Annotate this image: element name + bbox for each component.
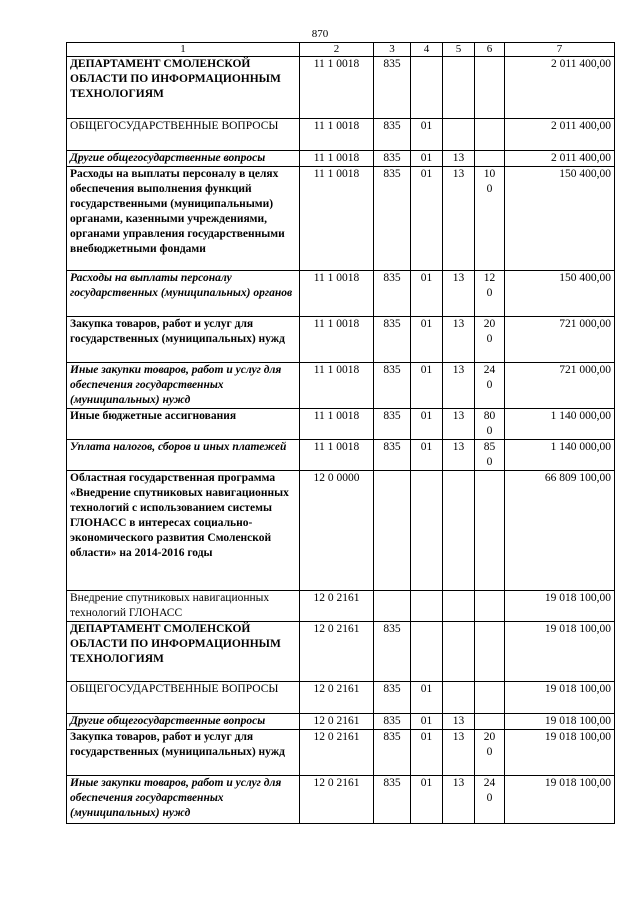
row-name: Расходы на выплаты персоналу в целях обеспечения выполнения функций государственными (муниципальными) органами, казенными учреждениями, органами управления государственными внебюджетными фондами: [67, 167, 300, 271]
table-row: [67, 622, 615, 682]
subsection-code: 13: [443, 409, 475, 440]
row-name: ДЕПАРТАМЕНТ СМОЛЕНСКОЙ ОБЛАСТИ ПО ИНФОРМАЦИОННЫМ ТЕХНОЛОГИЯМ: [67, 57, 300, 119]
section-code: [411, 57, 443, 119]
ministry-code: 835: [374, 622, 411, 682]
column-header: 1: [67, 43, 300, 57]
section-code: 01: [411, 363, 443, 409]
table-row: [67, 776, 615, 824]
row-name: Внедрение спутниковых навигационных технологий ГЛОНАСС: [67, 591, 300, 622]
ministry-code: 835: [374, 409, 411, 440]
section-code: 01: [411, 440, 443, 471]
subsection-code: 13: [443, 271, 475, 317]
amount: 2 011 400,00: [505, 57, 615, 119]
expense-type-code: [475, 714, 505, 730]
amount: 19 018 100,00: [505, 682, 615, 714]
expense-type-code: [475, 119, 505, 151]
subsection-code: 13: [443, 167, 475, 271]
target-article-code: 11 1 0018: [300, 363, 374, 409]
section-code: 01: [411, 776, 443, 824]
subsection-code: [443, 471, 475, 591]
subsection-code: 13: [443, 730, 475, 776]
section-code: 01: [411, 730, 443, 776]
subsection-code: [443, 591, 475, 622]
section-code: 01: [411, 317, 443, 363]
row-name: ОБЩЕГОСУДАРСТВЕННЫЕ ВОПРОСЫ: [67, 682, 300, 714]
row-name: Иные закупки товаров, работ и услуг для обеспечения государственных (муниципальных) нужд: [67, 363, 300, 409]
table-row: [67, 271, 615, 317]
column-header: 3: [374, 43, 411, 57]
subsection-code: 13: [443, 363, 475, 409]
ministry-code: 835: [374, 682, 411, 714]
row-name: Иные бюджетные ассигнования: [67, 409, 300, 440]
table-row: [67, 682, 615, 714]
table-row: [67, 317, 615, 363]
subsection-code: [443, 57, 475, 119]
section-code: 01: [411, 167, 443, 271]
amount: 66 809 100,00: [505, 471, 615, 591]
ministry-code: 835: [374, 440, 411, 471]
expense-type-code: 200: [475, 730, 505, 776]
ministry-code: 835: [374, 151, 411, 167]
amount: 150 400,00: [505, 271, 615, 317]
ministry-code: 835: [374, 167, 411, 271]
section-code: [411, 471, 443, 591]
row-name: Расходы на выплаты персоналу государственных (муниципальных) органов: [67, 271, 300, 317]
table-row: [67, 730, 615, 776]
target-article-code: 12 0 0000: [300, 471, 374, 591]
amount: 19 018 100,00: [505, 591, 615, 622]
section-code: 01: [411, 271, 443, 317]
amount: 1 140 000,00: [505, 440, 615, 471]
target-article-code: 12 0 2161: [300, 591, 374, 622]
amount: 2 011 400,00: [505, 151, 615, 167]
target-article-code: 11 1 0018: [300, 440, 374, 471]
target-article-code: 11 1 0018: [300, 317, 374, 363]
target-article-code: 12 0 2161: [300, 714, 374, 730]
page-number: 870: [311, 28, 329, 40]
table-row: [67, 363, 615, 409]
row-name: ДЕПАРТАМЕНТ СМОЛЕНСКОЙ ОБЛАСТИ ПО ИНФОРМАЦИОННЫМ ТЕХНОЛОГИЯМ: [67, 622, 300, 682]
expense-type-code: [475, 682, 505, 714]
target-article-code: 11 1 0018: [300, 57, 374, 119]
expense-type-code: 850: [475, 440, 505, 471]
ministry-code: [374, 471, 411, 591]
expense-type-code: [475, 151, 505, 167]
amount: 19 018 100,00: [505, 622, 615, 682]
amount: 19 018 100,00: [505, 730, 615, 776]
ministry-code: 835: [374, 119, 411, 151]
ministry-code: 835: [374, 271, 411, 317]
subsection-code: 13: [443, 714, 475, 730]
ministry-code: 835: [374, 317, 411, 363]
target-article-code: 12 0 2161: [300, 622, 374, 682]
subsection-code: 13: [443, 776, 475, 824]
section-code: 01: [411, 714, 443, 730]
expense-type-code: 120: [475, 271, 505, 317]
row-name: Уплата налогов, сборов и иных платежей: [67, 440, 300, 471]
column-header: 7: [505, 43, 615, 57]
expense-type-code: [475, 471, 505, 591]
amount: 721 000,00: [505, 363, 615, 409]
ministry-code: 835: [374, 714, 411, 730]
row-name: Областная государственная программа «Внедрение спутниковых навигационных технологий с использованием системы ГЛОНАСС в интересах социально-экономического развития Смоленской области» на 2014-2016 годы: [67, 471, 300, 591]
table-row: [67, 471, 615, 591]
table-row: [67, 409, 615, 440]
subsection-code: [443, 682, 475, 714]
table-row: [67, 151, 615, 167]
table-row: [67, 591, 615, 622]
ministry-code: 835: [374, 57, 411, 119]
amount: 721 000,00: [505, 317, 615, 363]
expense-type-code: [475, 57, 505, 119]
ministry-code: 835: [374, 776, 411, 824]
ministry-code: [374, 591, 411, 622]
expense-type-code: [475, 591, 505, 622]
target-article-code: 12 0 2161: [300, 776, 374, 824]
table-row: [67, 440, 615, 471]
row-name: Другие общегосударственные вопросы: [67, 151, 300, 167]
subsection-code: [443, 119, 475, 151]
subsection-code: [443, 622, 475, 682]
section-code: 01: [411, 682, 443, 714]
expense-type-code: 800: [475, 409, 505, 440]
target-article-code: 11 1 0018: [300, 167, 374, 271]
subsection-code: 13: [443, 440, 475, 471]
section-code: 01: [411, 151, 443, 167]
row-name: Иные закупки товаров, работ и услуг для обеспечения государственных (муниципальных) нужд: [67, 776, 300, 824]
target-article-code: 12 0 2161: [300, 682, 374, 714]
column-header: 4: [411, 43, 443, 57]
expense-type-code: [475, 622, 505, 682]
section-code: 01: [411, 119, 443, 151]
section-code: 01: [411, 409, 443, 440]
budget-table: [66, 42, 615, 824]
table-row: [67, 57, 615, 119]
amount: 2 011 400,00: [505, 119, 615, 151]
target-article-code: 11 1 0018: [300, 409, 374, 440]
row-name: Закупка товаров, работ и услуг для государственных (муниципальных) нужд: [67, 317, 300, 363]
amount: 19 018 100,00: [505, 776, 615, 824]
column-header: 2: [300, 43, 374, 57]
row-name: Закупка товаров, работ и услуг для государственных (муниципальных) нужд: [67, 730, 300, 776]
table-row: [67, 167, 615, 271]
amount: 1 140 000,00: [505, 409, 615, 440]
expense-type-code: 240: [475, 776, 505, 824]
target-article-code: 12 0 2161: [300, 730, 374, 776]
row-name: ОБЩЕГОСУДАРСТВЕННЫЕ ВОПРОСЫ: [67, 119, 300, 151]
expense-type-code: 100: [475, 167, 505, 271]
subsection-code: 13: [443, 151, 475, 167]
amount: 150 400,00: [505, 167, 615, 271]
row-name: Другие общегосударственные вопросы: [67, 714, 300, 730]
section-code: [411, 591, 443, 622]
column-header-row: [67, 43, 615, 57]
expense-type-code: 240: [475, 363, 505, 409]
target-article-code: 11 1 0018: [300, 119, 374, 151]
expense-type-code: 200: [475, 317, 505, 363]
subsection-code: 13: [443, 317, 475, 363]
ministry-code: 835: [374, 363, 411, 409]
target-article-code: 11 1 0018: [300, 151, 374, 167]
table-row: [67, 119, 615, 151]
table-body: [67, 57, 615, 824]
table-row: [67, 714, 615, 730]
column-header: 6: [475, 43, 505, 57]
ministry-code: 835: [374, 730, 411, 776]
target-article-code: 11 1 0018: [300, 271, 374, 317]
column-header: 5: [443, 43, 475, 57]
amount: 19 018 100,00: [505, 714, 615, 730]
section-code: [411, 622, 443, 682]
